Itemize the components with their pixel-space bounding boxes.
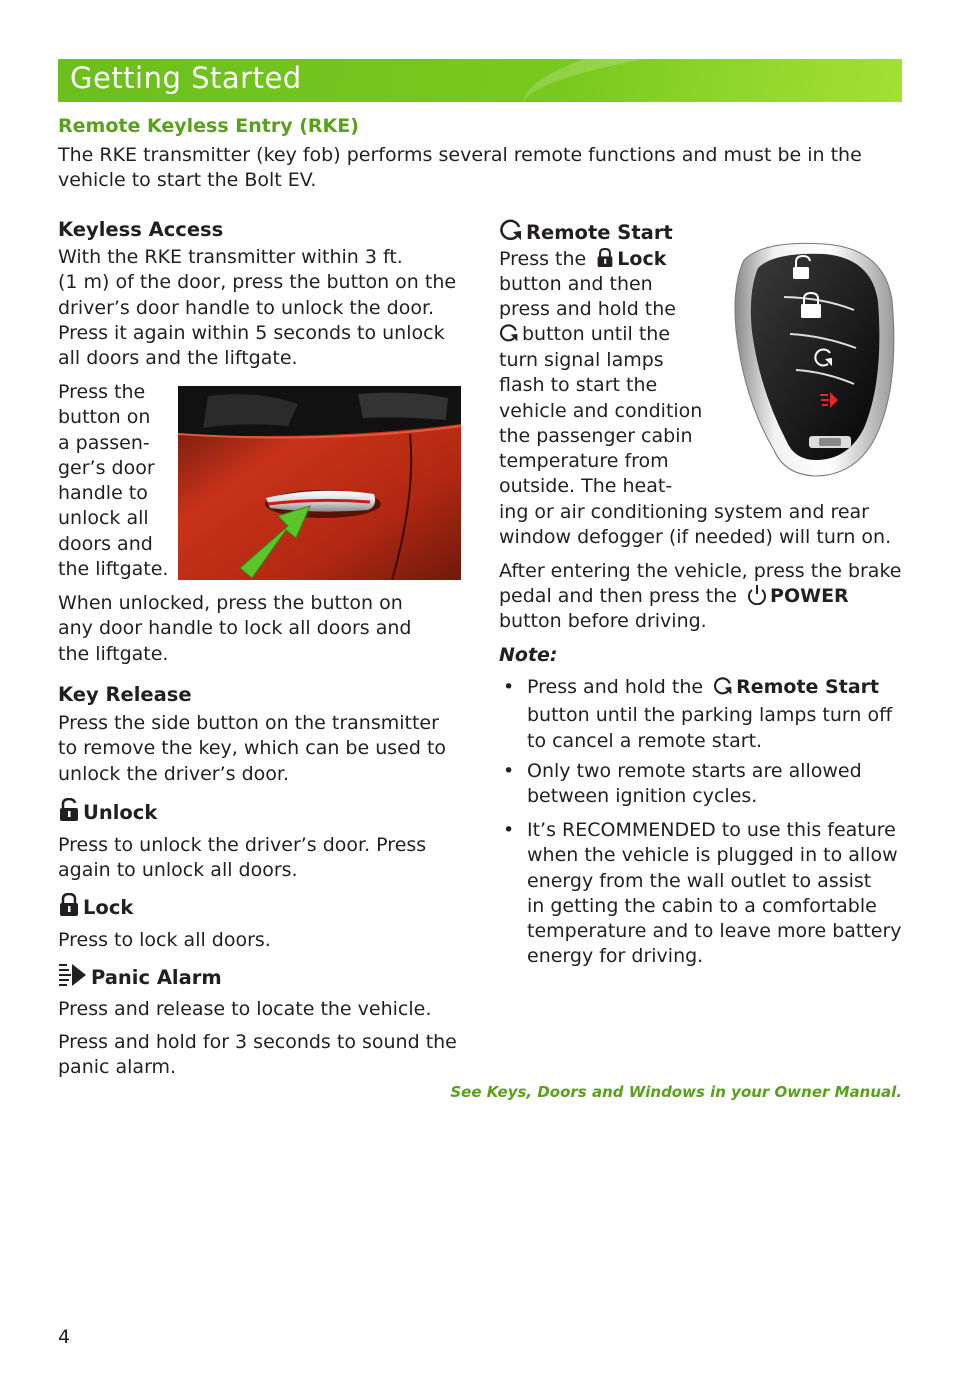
text-line: when the vehicle is plugged in to allow	[527, 844, 898, 867]
remote-start-icon	[499, 323, 519, 350]
lock-icon	[58, 893, 80, 922]
note-bullet-3	[503, 818, 902, 970]
panic-alarm-icon	[58, 963, 88, 992]
bullet-dot: •	[503, 760, 515, 782]
remote-start-lines-a	[499, 272, 676, 323]
text-line: to cancel a remote start.	[527, 729, 763, 752]
page-number: 4	[58, 1326, 71, 1348]
note-bullet-1-line-1	[527, 675, 892, 703]
unlock-label: Unlock	[83, 801, 158, 824]
text-line: in getting the cabin to a comfortable	[527, 894, 877, 917]
remote-start-label: Remote Start	[736, 676, 880, 698]
text-line: window defogger (if needed) will turn on.	[499, 526, 892, 549]
bullet-dot: •	[503, 819, 515, 841]
text-line: When unlocked, press the button on	[58, 592, 403, 614]
text-line: any door handle to lock all doors and	[58, 617, 412, 640]
text-fragment: pedal and then press the	[499, 585, 737, 607]
unlock-paragraph	[58, 833, 426, 884]
lock-heading	[58, 893, 133, 922]
after-entering-line-1: After entering the vehicle, press the brake	[499, 560, 902, 582]
text-line: energy from the wall outlet to assist	[527, 869, 872, 892]
text-line: flash to start the	[499, 374, 658, 397]
text-line: unlock all	[58, 507, 149, 530]
power-label: POWER	[770, 585, 849, 607]
text-line: vehicle and condition	[499, 399, 703, 422]
text-line: a passen-	[58, 431, 150, 454]
door-handle-photo	[178, 386, 461, 580]
text-line: handle to	[58, 482, 148, 505]
text-line: turn signal lamps	[499, 349, 664, 371]
text-line: Press the	[58, 381, 146, 403]
remote-start-icon	[713, 676, 733, 703]
text-line: outside. The heat-	[499, 475, 673, 498]
text-fragment: Press and hold the	[527, 676, 704, 698]
text-line: Press the side button on the transmitter	[58, 712, 439, 734]
keyless-paragraph-2	[58, 380, 168, 582]
text-line: Press to unlock the driver’s door. Press	[58, 834, 427, 856]
keyless-paragraph-3	[58, 591, 411, 667]
section-banner	[58, 59, 902, 102]
text-line: Press it again within 5 seconds to unlock	[58, 321, 445, 344]
lock-paragraph: Press to lock all doors.	[58, 929, 271, 951]
text-line: energy for driving.	[527, 945, 704, 968]
keyless-paragraph-1	[58, 245, 456, 371]
key-release-paragraph	[58, 711, 446, 787]
power-icon	[747, 585, 767, 612]
keyless-access-heading: Keyless Access	[58, 218, 224, 241]
owner-manual-reference: See Keys, Doors and Windows in your Owner Manual.	[450, 1083, 902, 1101]
text-line: the liftgate.	[58, 558, 169, 581]
note-bullet-2	[503, 759, 862, 810]
lock-label: Lock	[617, 248, 667, 270]
key-fob-photo	[724, 240, 902, 480]
bullet-dot: •	[503, 676, 515, 698]
remote-start-line-4	[499, 322, 670, 350]
text-line: button and then	[499, 273, 653, 295]
lock-label: Lock	[83, 896, 134, 919]
remote-start-icon	[499, 218, 523, 247]
banner-swoosh	[518, 59, 902, 102]
text-line: the passenger cabin	[499, 424, 693, 447]
text-line: With the RKE transmitter within 3 ft.	[58, 246, 403, 268]
panic-alarm-label: Panic Alarm	[91, 966, 222, 989]
text-line: between ignition cycles.	[527, 785, 758, 808]
text-line: again to unlock all doors.	[58, 859, 298, 882]
unlock-heading	[58, 798, 157, 827]
text-line: driver’s door handle to unlock the door.	[58, 296, 435, 319]
rke-intro-line-2: vehicle to start the Bolt EV.	[58, 169, 317, 191]
text-fragment: button until the	[522, 323, 671, 345]
text-line: Press and hold for 3 seconds to sound the	[58, 1031, 457, 1053]
text-line: ger’s door	[58, 456, 155, 479]
text-line: ing or air conditioning system and rear	[499, 500, 869, 523]
panic-paragraph-1: Press and release to locate the vehicle.	[58, 998, 432, 1020]
text-line: press and hold the	[499, 298, 676, 321]
text-line: temperature and to leave more battery	[527, 920, 902, 943]
rke-title: Remote Keyless Entry (RKE)	[58, 115, 359, 137]
text-line: panic alarm.	[58, 1056, 177, 1079]
text-line: button until the parking lamps turn off	[527, 704, 893, 727]
text-line: the liftgate.	[58, 642, 169, 665]
key-release-heading: Key Release	[58, 683, 192, 706]
text-line: button on	[58, 406, 151, 429]
text-fragment: Press the	[499, 248, 587, 270]
text-line: temperature from	[499, 450, 669, 473]
text-line: It’s RECOMMENDED to use this feature	[527, 819, 896, 841]
remote-start-heading	[499, 218, 673, 247]
text-line: unlock the driver’s door.	[58, 762, 289, 785]
text-line: all doors and the liftgate.	[58, 347, 298, 370]
note-label: Note:	[499, 644, 558, 666]
text-line: to remove the key, which can be used to	[58, 737, 447, 760]
panic-paragraph-2	[58, 1030, 457, 1081]
text-line: (1 m) of the door, press the button on the	[58, 271, 457, 294]
panic-alarm-heading	[58, 963, 222, 992]
after-entering-line-3: button before driving.	[499, 610, 707, 632]
unlock-icon	[58, 798, 80, 827]
note-bullet-1	[503, 675, 893, 754]
text-line: doors and	[58, 532, 153, 555]
rke-intro-line-1: The RKE transmitter (key fob) performs several remote functions and must be in the	[58, 144, 862, 166]
page-title: Getting Started	[70, 61, 302, 95]
text-line: Only two remote starts are allowed	[527, 760, 862, 782]
remote-start-label: Remote Start	[526, 221, 673, 244]
